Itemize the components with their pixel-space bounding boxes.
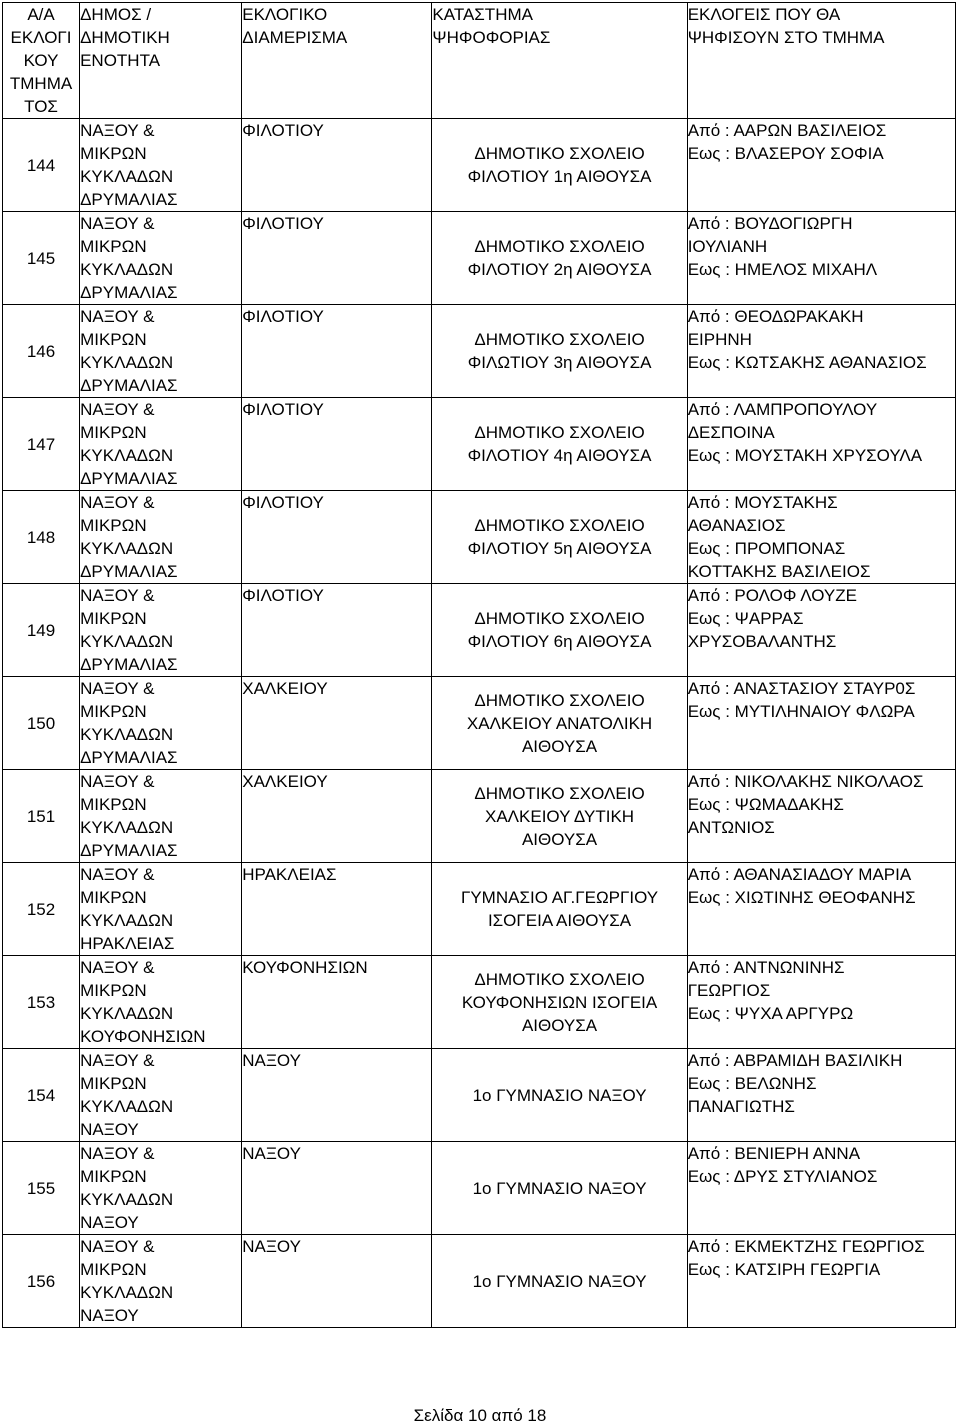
municipality-line: ΜΙΚΡΩΝ — [80, 237, 147, 256]
municipality-line: ΝΑΞΟΥ & — [80, 121, 155, 140]
municipality-line: ΚΥΚΛΑΔΩΝ — [80, 446, 174, 465]
electoral-district: ΧΑΛΚΕΙΟΥ — [242, 677, 432, 770]
header-text-line: ΔΗΜΟΣ / — [80, 5, 152, 24]
municipality-line: ΝΑΞΟΥ & — [80, 493, 155, 512]
header-text-line: ΕΚΛΟΓΙ — [10, 28, 72, 47]
voters-range-cell — [687, 1049, 955, 1142]
polling-station-cell — [432, 305, 687, 398]
electoral-district: ΦΙΛΟΤΙΟΥ — [242, 491, 432, 584]
municipality-line: ΔΡΥΜΑΛΙΑΣ — [80, 469, 178, 488]
polling-station-cell — [432, 1235, 687, 1328]
municipality-line: ΝΑΞΟΥ & — [80, 679, 155, 698]
municipality-line: ΚΥΚΛΑΔΩΝ — [80, 353, 174, 372]
voters-range-line: ΑΘΑΝΑΣΙΟΣ — [687, 516, 786, 535]
voters-range-line: Εως : ΒΕΛΩΝΗΣ — [687, 1074, 817, 1093]
voters-range-line: Εως : ΔΡΥΣ ΣΤΥΛΙΑΝΟΣ — [687, 1167, 878, 1186]
municipality-line: ΜΙΚΡΩΝ — [80, 981, 147, 1000]
municipality-line: ΜΙΚΡΩΝ — [80, 888, 147, 907]
table-row — [3, 1235, 956, 1328]
voters-range-line: ΔΕΣΠΟΙΝΑ — [687, 423, 775, 442]
section-number: 155 — [3, 1142, 80, 1235]
voters-range-line: Εως : ΚΑΤΣΙΡΗ ΓΕΩΡΓΙΑ — [687, 1260, 881, 1279]
electoral-district: ΝΑΞΟΥ — [242, 1142, 432, 1235]
electoral-district: ΧΑΛΚΕΙΟΥ — [242, 770, 432, 863]
municipality-line: ΚΥΚΛΑΔΩΝ — [80, 539, 174, 558]
header-text-line: ΕΚΛΟΓΙΚΟ — [242, 5, 328, 24]
voters-range-line: Εως : ΨΩΜΑΔΑΚΗΣ — [687, 795, 844, 814]
polling-station-line: ΦΙΛΟΤΙΟΥ 5η ΑΙΘΟΥΣΑ — [467, 539, 652, 558]
table-row — [3, 770, 956, 863]
municipality-line: ΔΡΥΜΑΛΙΑΣ — [80, 190, 178, 209]
polling-station-cell — [432, 119, 687, 212]
voters-range-line: Από : ΑΝΤΝΩΝΙΝΗΣ — [687, 958, 845, 977]
polling-station-cell — [432, 677, 687, 770]
polling-station-cell — [432, 491, 687, 584]
table-row — [3, 305, 956, 398]
voters-range-line: ΕΙΡΗΝΗ — [687, 330, 752, 349]
voters-range-cell — [687, 212, 955, 305]
municipality-cell — [80, 677, 242, 770]
municipality-cell — [80, 491, 242, 584]
header-text-line: ΤΟΣ — [24, 97, 58, 116]
municipality-line: ΝΑΞΟΥ & — [80, 214, 155, 233]
table-row — [3, 398, 956, 491]
voters-range-line: Εως : ΚΩΤΣΑΚΗΣ ΑΘΑΝΑΣΙΟΣ — [687, 353, 927, 372]
voters-range-line: ΓΕΩΡΓΙΟΣ — [687, 981, 771, 1000]
table-row — [3, 119, 956, 212]
section-number: 148 — [3, 491, 80, 584]
polling-station-cell — [432, 398, 687, 491]
voters-range-cell — [687, 1235, 955, 1328]
municipality-line: ΚΥΚΛΑΔΩΝ — [80, 1283, 174, 1302]
polling-station-line: ΦΙΛΟΤΙΟΥ 6η ΑΙΘΟΥΣΑ — [467, 632, 652, 651]
voters-range-line: Εως : ΧΙΩΤΙΝΗΣ ΘΕΟΦΑΝΗΣ — [687, 888, 916, 907]
table-row — [3, 956, 956, 1049]
polling-station-line: ΦΙΛΟΤΙΟΥ 2η ΑΙΘΟΥΣΑ — [467, 260, 652, 279]
section-number: 144 — [3, 119, 80, 212]
voters-range-cell — [687, 677, 955, 770]
voters-range-line: Εως : ΨΥΧΑ ΑΡΓΥΡΩ — [687, 1004, 854, 1023]
municipality-line: ΜΙΚΡΩΝ — [80, 1260, 147, 1279]
voters-range-line: ΑΝΤΩΝΙΟΣ — [687, 818, 775, 837]
voters-range-line: Εως : ΨΑΡΡΑΣ — [687, 609, 804, 628]
voters-range-line: Από : ΑΑΡΩΝ ΒΑΣΙΛΕΙΟΣ — [687, 121, 887, 140]
municipality-cell — [80, 305, 242, 398]
polling-station-cell — [432, 212, 687, 305]
voters-range-line: Από : ΒΟΥΔΟΓΙΩΡΓΗ — [687, 214, 853, 233]
voters-range-line: Από : ΑΒΡΑΜΙΔΗ ΒΑΣΙΛΙΚΗ — [687, 1051, 903, 1070]
polling-station-line: ΔΗΜΟΤΙΚΟ ΣΧΟΛΕΙΟ — [474, 144, 645, 163]
voters-range-line: Από : ΒΕΝΙΕΡΗ ΑΝΝΑ — [687, 1144, 861, 1163]
header-text-line: ΚΟΥ — [23, 51, 59, 70]
municipality-line: ΚΟΥΦΟΝΗΣΙΩΝ — [80, 1027, 206, 1046]
voters-range-cell — [687, 119, 955, 212]
section-number: 149 — [3, 584, 80, 677]
electoral-district: ΦΙΛΟΤΙΟΥ — [242, 398, 432, 491]
municipality-cell — [80, 119, 242, 212]
electoral-district: ΝΑΞΟΥ — [242, 1235, 432, 1328]
municipality-line: ΚΥΚΛΑΔΩΝ — [80, 260, 174, 279]
municipality-line: ΔΡΥΜΑΛΙΑΣ — [80, 655, 178, 674]
polling-station-line: ΔΗΜΟΤΙΚΟ ΣΧΟΛΕΙΟ — [474, 690, 645, 710]
header-text-line: ΕΝΟΤΗΤΑ — [80, 51, 161, 70]
municipality-line: ΔΡΥΜΑΛΙΑΣ — [80, 376, 178, 395]
municipality-line: ΔΡΥΜΑΛΙΑΣ — [80, 283, 178, 302]
polling-station-line: ΔΗΜΟΤΙΚΟ ΣΧΟΛΕΙΟ — [474, 330, 645, 349]
page-footer: Σελίδα 10 από 18 — [413, 1406, 547, 1425]
polling-station-line: ΑΙΘΟΥΣΑ — [521, 736, 598, 756]
voters-range-cell — [687, 956, 955, 1049]
header-text-line: ΕΚΛΟΓΕΙΣ ΠΟΥ ΘΑ — [687, 5, 841, 24]
polling-station-line: ΦΙΛΩΤΙΟΥ 3η ΑΙΘΟΥΣΑ — [467, 353, 652, 372]
polling-station-cell — [432, 770, 687, 863]
municipality-line: ΚΥΚΛΑΔΩΝ — [80, 725, 174, 744]
municipality-line: ΔΡΥΜΑΛΙΑΣ — [80, 748, 178, 767]
municipality-line: ΚΥΚΛΑΔΩΝ — [80, 1097, 174, 1116]
header-text-line: Α/Α — [27, 5, 55, 24]
table-row — [3, 677, 956, 770]
polling-station-line: ΦΙΛΟΤΙΟΥ 4η ΑΙΘΟΥΣΑ — [467, 446, 652, 465]
municipality-line: ΜΙΚΡΩΝ — [80, 1167, 147, 1186]
municipality-line: ΗΡΑΚΛΕΙΑΣ — [80, 934, 175, 953]
polling-station-line: 1ο ΓΥΜΝΑΣΙΟ ΝΑΞΟΥ — [472, 1178, 647, 1198]
municipality-line: ΝΑΞΟΥ — [80, 1120, 139, 1139]
section-number: 145 — [3, 212, 80, 305]
voters-range-line: Εως : ΜΟΥΣΤΑΚΗ ΧΡΥΣΟΥΛΑ — [687, 446, 923, 465]
voters-range-line: ΙΟΥΛΙΑΝΗ — [687, 237, 768, 256]
voters-range-line: Εως : ΜΥΤΙΛΗΝΑΙΟΥ ΦΛΩΡΑ — [687, 702, 915, 721]
municipality-line: ΚΥΚΛΑΔΩΝ — [80, 1004, 174, 1023]
voters-range-line: Από : ΑΝΑΣΤΑΣΙΟΥ ΣΤΑΥΡ0Σ — [687, 679, 916, 698]
header-municipality — [80, 3, 242, 119]
polling-station-line: ΔΗΜΟΤΙΚΟ ΣΧΟΛΕΙΟ — [474, 237, 645, 256]
municipality-cell — [80, 212, 242, 305]
voters-range-line: Εως : ΗΜΕΛΟΣ ΜΙΧΑΗΛ — [687, 260, 878, 279]
table-header — [3, 3, 956, 119]
polling-station-line: ΧΑΛΚΕΙΟΥ ΑΝΑΤΟΛΙΚΗ — [466, 713, 653, 733]
electoral-district: ΦΙΛΟΤΙΟΥ — [242, 212, 432, 305]
municipality-line: ΚΥΚΛΑΔΩΝ — [80, 818, 174, 837]
electoral-district: ΦΙΛΟΤΙΟΥ — [242, 584, 432, 677]
voters-range-line: Από : ΡΟΛΟΦ ΛΟΥΖΕ — [687, 586, 857, 605]
table-row — [3, 584, 956, 677]
polling-station-line: ΧΑΛΚΕΙΟΥ ΔΥΤΙΚΗ — [485, 806, 635, 826]
polling-station-cell — [432, 956, 687, 1049]
voters-range-line: Από : ΛΑΜΠΡΟΠΟΥΛΟΥ — [687, 400, 878, 419]
municipality-cell — [80, 584, 242, 677]
section-number: 152 — [3, 863, 80, 956]
voters-range-cell — [687, 305, 955, 398]
municipality-line: ΝΑΞΟΥ & — [80, 958, 155, 977]
municipality-cell — [80, 956, 242, 1049]
voters-range-line: Από : ΘΕΟΔΩΡΑΚΑΚΗ — [687, 307, 864, 326]
voters-range-line: ΧΡΥΣΟΒΑΛΑΝΤΗΣ — [687, 632, 837, 651]
section-number: 150 — [3, 677, 80, 770]
voters-range-line: ΚΟΤΤΑΚΗΣ ΒΑΣΙΛΕΙΟΣ — [687, 562, 871, 581]
header-text-line: ΨΗΦΟΦΟΡΙΑΣ — [432, 28, 551, 47]
municipality-line: ΚΥΚΛΑΔΩΝ — [80, 911, 174, 930]
municipality-line: ΝΑΞΟΥ — [80, 1306, 139, 1325]
polling-station-line: ΚΟΥΦΟΝΗΣΙΩΝ ΙΣΟΓΕΙΑ — [461, 992, 658, 1012]
electoral-district: ΦΙΛΟΤΙΟΥ — [242, 119, 432, 212]
header-text-line: ΔΙΑΜΕΡΙΣΜΑ — [242, 28, 348, 47]
voters-range-line: Από : ΜΟΥΣΤΑΚΗΣ — [687, 493, 838, 512]
municipality-line: ΝΑΞΟΥ & — [80, 307, 155, 326]
section-number: 156 — [3, 1235, 80, 1328]
polling-station-line: ΑΙΘΟΥΣΑ — [521, 1015, 598, 1035]
municipality-line: ΔΡΥΜΑΛΙΑΣ — [80, 562, 178, 581]
header-electoral-district — [242, 3, 432, 119]
section-number: 151 — [3, 770, 80, 863]
voters-range-cell — [687, 398, 955, 491]
municipality-cell — [80, 1235, 242, 1328]
municipality-line: ΜΙΚΡΩΝ — [80, 423, 147, 442]
section-number: 154 — [3, 1049, 80, 1142]
municipality-line: ΝΑΞΟΥ & — [80, 1144, 155, 1163]
header-text-line: ΔΗΜΟΤΙΚΗ — [80, 28, 170, 47]
voters-range-line: Εως : ΒΛΑΣΕΡΟΥ ΣΟΦΙΑ — [687, 144, 884, 163]
municipality-line: ΝΑΞΟΥ & — [80, 400, 155, 419]
municipality-cell — [80, 1142, 242, 1235]
header-section-number — [3, 3, 80, 119]
municipality-line: ΝΑΞΟΥ & — [80, 586, 155, 605]
polling-station-line: ΔΗΜΟΤΙΚΟ ΣΧΟΛΕΙΟ — [474, 609, 645, 628]
table-row — [3, 1049, 956, 1142]
municipality-cell — [80, 398, 242, 491]
polling-station-line: ΔΗΜΟΤΙΚΟ ΣΧΟΛΕΙΟ — [474, 783, 645, 803]
polling-station-line: 1ο ΓΥΜΝΑΣΙΟ ΝΑΞΟΥ — [472, 1271, 647, 1291]
polling-station-line: ΔΗΜΟΤΙΚΟ ΣΧΟΛΕΙΟ — [474, 969, 645, 989]
polling-sections-table — [2, 2, 956, 1328]
polling-station-line: ΦΙΛΟΤΙΟΥ 1η ΑΙΘΟΥΣΑ — [467, 167, 652, 186]
polling-station-line: ΑΙΘΟΥΣΑ — [521, 829, 598, 849]
voters-range-cell — [687, 863, 955, 956]
polling-station-line: ΓΥΜΝΑΣΙΟ ΑΓ.ΓΕΩΡΓΙΟΥ — [460, 888, 659, 907]
electoral-district: ΦΙΛΟΤΙΟΥ — [242, 305, 432, 398]
municipality-cell — [80, 1049, 242, 1142]
table-row — [3, 863, 956, 956]
header-text-line: ΤΜΗΜΑ — [9, 74, 73, 93]
electoral-district: ΚΟΥΦΟΝΗΣΙΩΝ — [242, 956, 432, 1049]
electoral-district: ΝΑΞΟΥ — [242, 1049, 432, 1142]
polling-station-cell — [432, 1142, 687, 1235]
voters-range-cell — [687, 584, 955, 677]
section-number: 153 — [3, 956, 80, 1049]
table-body — [3, 119, 956, 1328]
polling-station-line: ΔΗΜΟΤΙΚΟ ΣΧΟΛΕΙΟ — [474, 423, 645, 442]
municipality-line: ΜΙΚΡΩΝ — [80, 609, 147, 628]
voters-range-line: Εως : ΠΡΟΜΠΟΝΑΣ — [687, 539, 846, 558]
voters-range-line: Από : ΑΘΑΝΑΣΙΑΔΟΥ ΜΑΡΙΑ — [687, 865, 912, 884]
table-row — [3, 491, 956, 584]
table-row — [3, 1142, 956, 1235]
voters-range-line: ΠΑΝΑΓΙΩΤΗΣ — [687, 1097, 795, 1116]
header-polling-station — [432, 3, 687, 119]
municipality-line: ΚΥΚΛΑΔΩΝ — [80, 632, 174, 651]
voters-range-cell — [687, 491, 955, 584]
electoral-district: ΗΡΑΚΛΕΙΑΣ — [242, 863, 432, 956]
municipality-line: ΜΙΚΡΩΝ — [80, 1074, 147, 1093]
municipality-line: ΚΥΚΛΑΔΩΝ — [80, 1190, 174, 1209]
polling-station-cell — [432, 1049, 687, 1142]
municipality-line: ΔΡΥΜΑΛΙΑΣ — [80, 841, 178, 860]
municipality-line: ΝΑΞΟΥ & — [80, 865, 155, 884]
municipality-cell — [80, 863, 242, 956]
voters-range-line: Από : ΕΚΜΕΚΤΖΗΣ ΓΕΩΡΓΙΟΣ — [687, 1237, 925, 1256]
voters-range-cell — [687, 1142, 955, 1235]
polling-station-cell — [432, 863, 687, 956]
header-text-line: ΚΑΤΑΣΤΗΜΑ — [432, 5, 533, 24]
section-number: 146 — [3, 305, 80, 398]
municipality-line: ΝΑΞΟΥ & — [80, 772, 155, 791]
header-text-line: ΨΗΦΙΣΟΥΝ ΣΤΟ ΤΜΗΜΑ — [687, 28, 885, 47]
polling-station-line: 1ο ΓΥΜΝΑΣΙΟ ΝΑΞΟΥ — [472, 1085, 647, 1105]
voters-range-line: Από : ΝΙΚΟΛΑΚΗΣ ΝΙΚΟΛΑΟΣ — [687, 772, 924, 791]
polling-station-line: ΔΗΜΟΤΙΚΟ ΣΧΟΛΕΙΟ — [474, 516, 645, 535]
polling-station-cell — [432, 584, 687, 677]
municipality-line: ΜΙΚΡΩΝ — [80, 330, 147, 349]
municipality-line: ΚΥΚΛΑΔΩΝ — [80, 167, 174, 186]
municipality-line: ΝΑΞΟΥ & — [80, 1051, 155, 1070]
municipality-line: ΝΑΞΟΥ — [80, 1213, 139, 1232]
table-row — [3, 212, 956, 305]
municipality-line: ΜΙΚΡΩΝ — [80, 795, 147, 814]
header-voters-range — [687, 3, 955, 119]
municipality-line: ΜΙΚΡΩΝ — [80, 702, 147, 721]
municipality-line: ΜΙΚΡΩΝ — [80, 516, 147, 535]
municipality-cell — [80, 770, 242, 863]
municipality-line: ΝΑΞΟΥ & — [80, 1237, 155, 1256]
municipality-line: ΜΙΚΡΩΝ — [80, 144, 147, 163]
polling-station-line: ΙΣΟΓΕΙΑ ΑΙΘΟΥΣΑ — [487, 911, 632, 930]
voters-range-cell — [687, 770, 955, 863]
section-number: 147 — [3, 398, 80, 491]
